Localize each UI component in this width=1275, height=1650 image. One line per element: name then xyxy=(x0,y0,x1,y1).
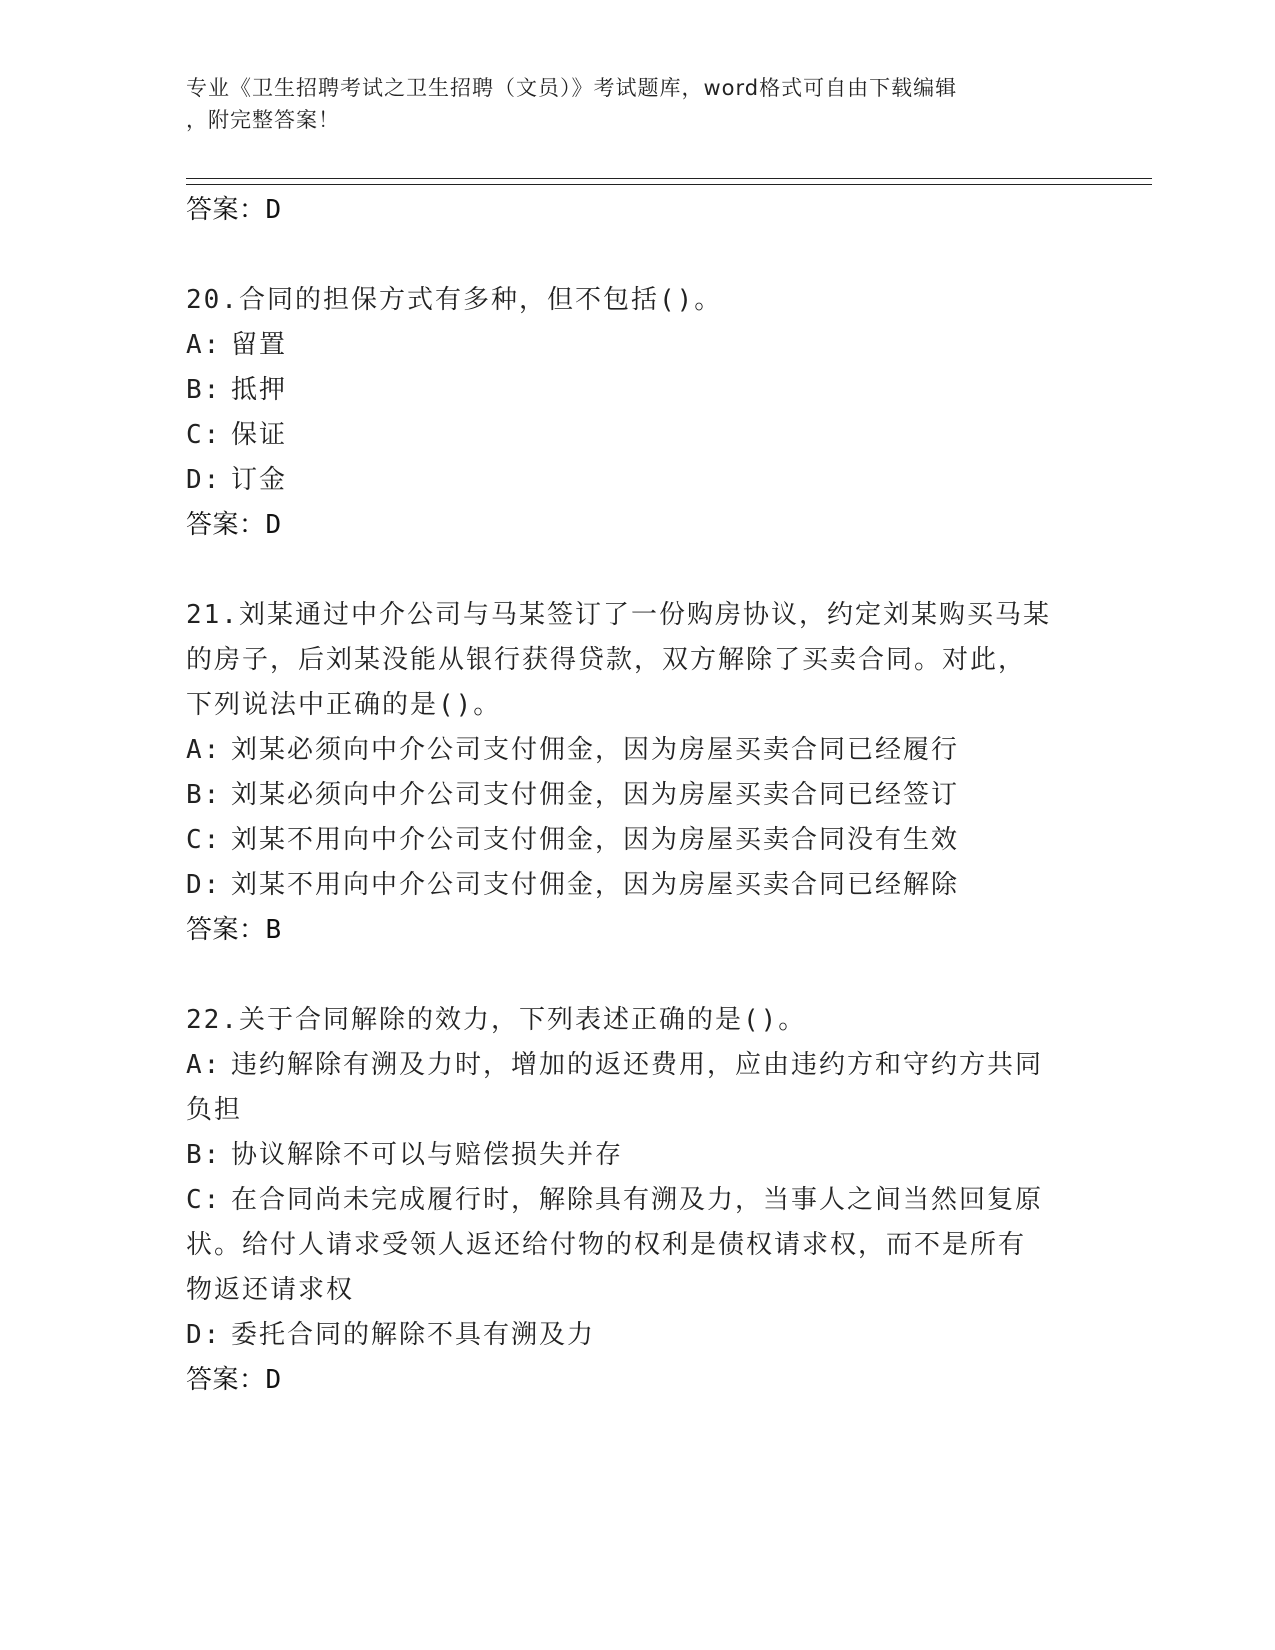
option-key: A: xyxy=(186,1050,222,1080)
answer-line xyxy=(186,188,1086,233)
option-c xyxy=(186,413,1086,458)
question-20 xyxy=(186,278,1086,548)
option-c xyxy=(186,1178,1086,1223)
question-21 xyxy=(186,593,1086,953)
answer-value: D xyxy=(265,1365,282,1395)
option-text-line: 在合同尚未完成履行时，解除具有溯及力，当事人之间当然回复原 xyxy=(231,1185,1044,1215)
question-stem: 20.合同的担保方式有多种，但不包括()。 xyxy=(186,285,723,315)
option-text: 协议解除不可以与赔偿损失并存 xyxy=(231,1140,624,1170)
header-text-line-1: 专业《卫生招聘考试之卫生招聘（文员）》考试题库，word格式可自由下载编辑 xyxy=(186,76,958,100)
question-stem: 22.关于合同解除的效力，下列表述正确的是()。 xyxy=(186,1005,807,1035)
option-a-continuation: 负担 xyxy=(186,1095,243,1125)
option-key: A: xyxy=(186,735,222,765)
option-c xyxy=(186,818,1086,863)
option-key: C: xyxy=(186,825,222,855)
option-text: 刘某必须向中介公司支付佣金，因为房屋买卖合同已经履行 xyxy=(231,735,960,765)
option-text: 委托合同的解除不具有溯及力 xyxy=(231,1320,596,1350)
option-text: 刘某不用向中介公司支付佣金，因为房屋买卖合同没有生效 xyxy=(231,825,960,855)
option-b xyxy=(186,773,1086,818)
answer-line xyxy=(186,503,1086,548)
answer-value: D xyxy=(265,510,282,540)
document-body xyxy=(186,188,1086,1448)
option-b xyxy=(186,1133,1086,1178)
page-header xyxy=(186,72,1066,136)
option-d xyxy=(186,458,1086,503)
option-c-continuation: 状。给付人请求受领人返还给付物的权利是债权请求权，而不是所有 xyxy=(186,1230,1027,1260)
option-key: D: xyxy=(186,465,222,495)
option-key: A: xyxy=(186,330,222,360)
question-stem-line: 下列说法中正确的是()。 xyxy=(186,690,502,720)
question-stem-line: 的房子，后刘某没能从银行获得贷款，双方解除了买卖合同。对此， xyxy=(186,645,1027,675)
answer-value: B xyxy=(265,915,282,945)
option-key: C: xyxy=(186,420,222,450)
answer-line xyxy=(186,908,1086,953)
option-d xyxy=(186,1313,1086,1358)
option-key: B: xyxy=(186,1140,222,1170)
answer-label: 答案： xyxy=(186,1365,266,1395)
question-22 xyxy=(186,998,1086,1403)
question-stem-line: 21.刘某通过中介公司与马某签订了一份购房协议，约定刘某购买马某 xyxy=(186,600,1051,630)
answer-line xyxy=(186,1358,1086,1403)
option-text: 订金 xyxy=(231,465,288,495)
option-text: 抵押 xyxy=(231,375,288,405)
answer-label: 答案： xyxy=(186,915,266,945)
option-text: 刘某必须向中介公司支付佣金，因为房屋买卖合同已经签订 xyxy=(231,780,960,810)
option-text: 刘某不用向中介公司支付佣金，因为房屋买卖合同已经解除 xyxy=(231,870,960,900)
option-key: B: xyxy=(186,375,222,405)
option-key: D: xyxy=(186,870,222,900)
option-c-continuation: 物返还请求权 xyxy=(186,1275,355,1305)
option-a xyxy=(186,728,1086,773)
option-text-line: 违约解除有溯及力时，增加的返还费用，应由违约方和守约方共同 xyxy=(231,1050,1044,1080)
header-divider xyxy=(186,178,1152,185)
option-key: D: xyxy=(186,1320,222,1350)
answer-value: D xyxy=(265,195,282,225)
option-a xyxy=(186,323,1086,368)
answer-label: 答案： xyxy=(186,510,266,540)
option-a xyxy=(186,1043,1086,1088)
option-d xyxy=(186,863,1086,908)
option-text: 留置 xyxy=(231,330,288,360)
option-b xyxy=(186,368,1086,413)
answer-label: 答案： xyxy=(186,195,266,225)
option-key: B: xyxy=(186,780,222,810)
header-text-line-2: ，附完整答案！ xyxy=(186,108,340,132)
option-text: 保证 xyxy=(231,420,288,450)
option-key: C: xyxy=(186,1185,222,1215)
